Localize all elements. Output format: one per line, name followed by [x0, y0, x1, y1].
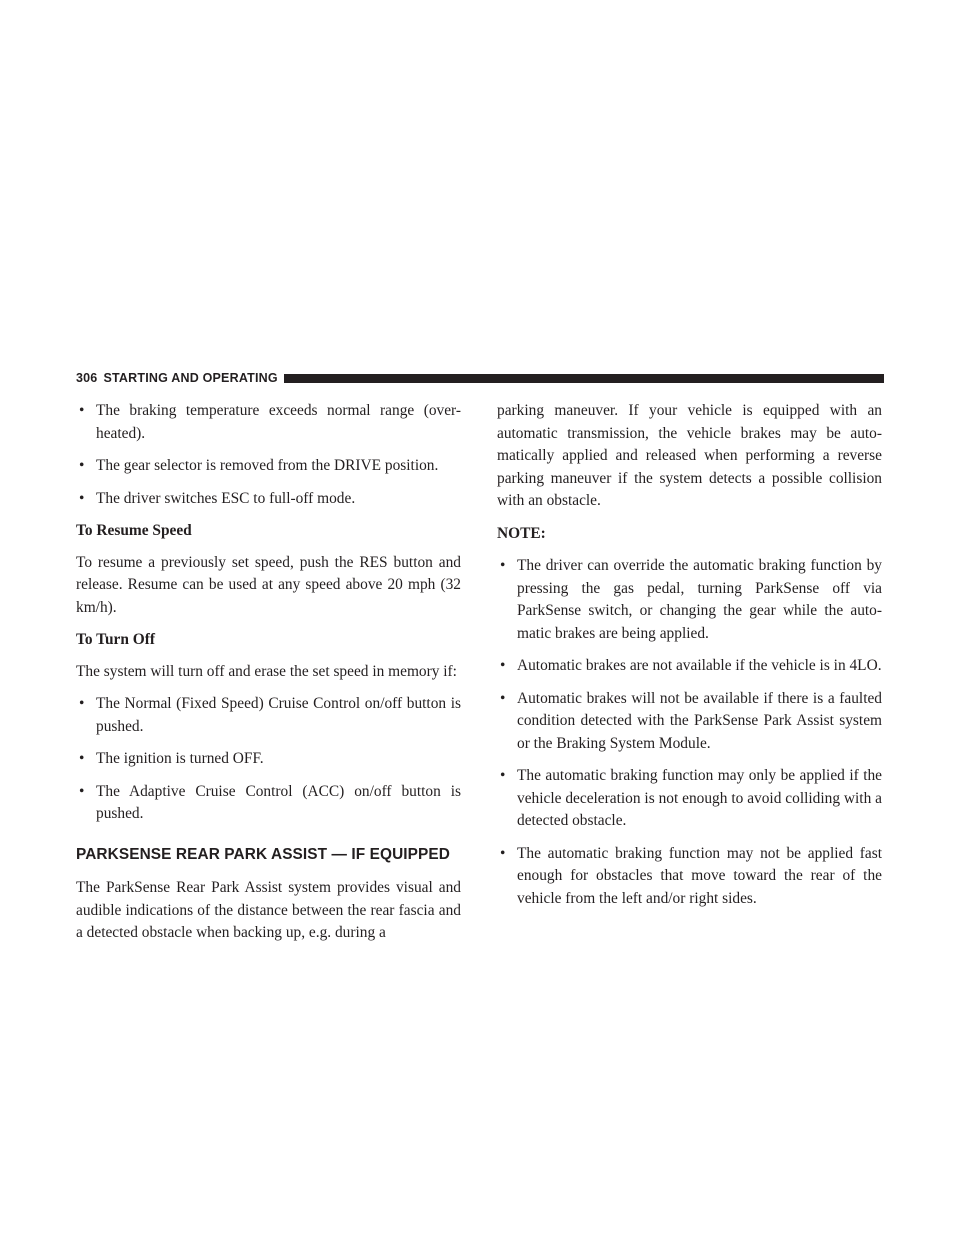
bullet-glyph: •	[79, 489, 85, 507]
bullet-glyph: •	[79, 750, 85, 767]
list-item: • The Normal (Fixed Speed) Cruise Control on/off button is pushed.	[79, 695, 461, 735]
left-column	[76, 400, 461, 955]
parksense-section-heading: PARKSENSE REAR PARK ASSIST — IF EQUIPPED	[76, 845, 450, 863]
section-title: STARTING AND OPERATING	[103, 371, 278, 385]
turn-off-text: The system will turn off and erase the set speed in memory if:	[76, 662, 457, 680]
resume-speed-heading: To Resume Speed	[76, 522, 192, 539]
page-number: 306	[76, 371, 98, 385]
bullet-glyph: •	[79, 457, 85, 474]
list-item: • The ignition is turned OFF.	[76, 748, 461, 771]
parksense-continued-text: parking maneuver. If your vehicle is equipped with an automatic transmission, the vehicle brakes may be auto-matically applied and released when performing a reverse parking maneuver if the system detects a possible collision with an obstacle.	[497, 402, 882, 509]
resume-speed-text: To resume a previously set speed, push the RES button and release. Resume can be used at any speed above 20 mph (32 km/h).	[76, 553, 461, 616]
bullet-glyph: •	[500, 689, 506, 707]
bullet-glyph: •	[500, 844, 506, 862]
bullet-glyph: •	[79, 695, 85, 712]
list-item: • The automatic braking function may only be applied if the vehicle deceleration is not enough to avoid colliding with a detected obstacle.	[500, 767, 882, 829]
bullet-glyph: •	[79, 402, 85, 419]
header-rule	[284, 374, 884, 383]
bullet-glyph: •	[500, 767, 506, 784]
list-item: • The braking temperature exceeds normal range (over-heated).	[79, 402, 461, 442]
list-item: • The gear selector is removed from the DRIVE position.	[76, 455, 461, 478]
list-item: • The Adaptive Cruise Control (ACC) on/off button is pushed.	[79, 782, 461, 822]
parksense-intro-text: The ParkSense Rear Park Assist system provides visual and audible indications of the distance between the rear fascia and a detected obstacle when backing up, e.g. during a	[76, 879, 461, 941]
list-item: • The driver switches ESC to full-off mode.	[76, 488, 461, 511]
note-label: NOTE:	[497, 524, 546, 542]
right-column	[497, 400, 882, 920]
list-item: • The automatic braking function may not be applied fast enough for obstacles that move toward the rear of the vehicle from the left and/or right sides.	[500, 844, 882, 907]
bullet-glyph: •	[79, 782, 85, 800]
page-header	[76, 370, 884, 386]
list-item: • Automatic brakes are not available if the vehicle is in 4LO.	[497, 655, 882, 678]
turn-off-heading: To Turn Off	[76, 631, 155, 648]
bullet-glyph: •	[500, 657, 506, 674]
list-item: • Automatic brakes will not be available if there is a faulted condition detected with the ParkSense Park Assist system or the Braking System Module.	[500, 689, 882, 752]
list-item: • The driver can override the automatic braking function by pressing the gas pedal, turning ParkSense off via ParkSense switch, or changing the gear while the auto-matic brakes are being applied.	[500, 557, 882, 642]
bullet-glyph: •	[500, 557, 506, 574]
